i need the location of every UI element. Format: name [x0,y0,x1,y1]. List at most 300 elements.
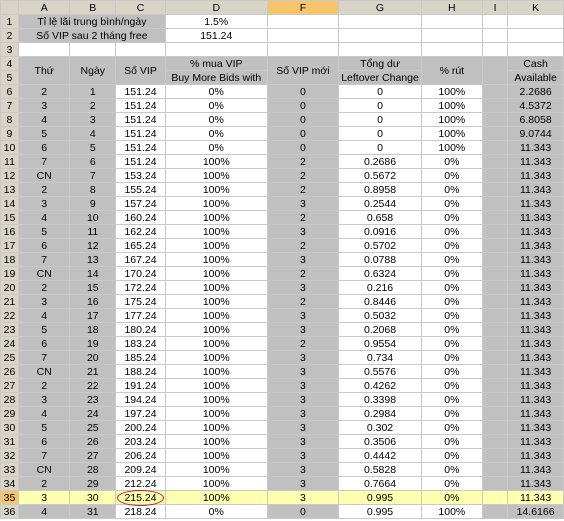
cell-thu[interactable]: 4 [18,113,69,127]
cell-tong-du[interactable]: 0.3506 [339,435,422,449]
cell-ngay[interactable]: 9 [70,197,116,211]
cell-empty[interactable] [482,407,507,421]
cell-pct-rut[interactable]: 100% [421,99,482,113]
cell-cash[interactable]: 14.6166 [508,505,564,519]
cell-empty[interactable] [482,225,507,239]
cell-ngay[interactable]: 7 [70,169,116,183]
cell-thu[interactable]: 6 [18,239,69,253]
cell-pct-rut[interactable]: 100% [421,113,482,127]
cell-so-vip-moi[interactable]: 3 [267,197,339,211]
cell-tong-du[interactable]: 0.5672 [339,169,422,183]
header-ngay[interactable]: Ngày [70,57,116,85]
cell-tong-du[interactable]: 0.734 [339,351,422,365]
cell-ngay[interactable]: 31 [70,505,116,519]
cell-tong-du[interactable]: 0.2686 [339,155,422,169]
row-header[interactable]: 24 [1,337,19,351]
cell-so-vip-moi[interactable]: 2 [267,183,339,197]
cell-so-vip[interactable]: 209.24 [116,463,166,477]
cell-so-vip[interactable]: 151.24 [116,85,166,99]
header-buy-more-bids[interactable]: Buy More Bids with [165,71,267,85]
cell-cash[interactable]: 11.343 [508,211,564,225]
cell-so-vip[interactable]: 170.24 [116,267,166,281]
cell-ngay[interactable]: 18 [70,323,116,337]
cell-pct-mua[interactable]: 100% [165,393,267,407]
cell-so-vip[interactable]: 155.24 [116,183,166,197]
info-label[interactable]: Tỉ lệ lãi trung bình/ngày [18,15,165,29]
cell-pct-mua[interactable]: 100% [165,211,267,225]
cell-ngay[interactable]: 6 [70,155,116,169]
cell-so-vip-moi[interactable]: 0 [267,141,339,155]
cell-ngay[interactable]: 11 [70,225,116,239]
cell-ngay[interactable]: 13 [70,253,116,267]
cell-pct-mua[interactable]: 100% [165,267,267,281]
cell-thu[interactable]: 6 [18,435,69,449]
cell-so-vip-moi[interactable]: 2 [267,295,339,309]
cell-tong-du[interactable]: 0.4442 [339,449,422,463]
cell-thu[interactable]: 7 [18,351,69,365]
row-header[interactable]: 7 [1,99,19,113]
cell-empty[interactable] [482,435,507,449]
cell-thu[interactable]: CN [18,267,69,281]
cell[interactable] [508,15,564,29]
cell-empty[interactable] [482,309,507,323]
cell-thu[interactable]: CN [18,463,69,477]
cell-tong-du[interactable]: 0 [339,127,422,141]
cell-pct-rut[interactable]: 0% [421,379,482,393]
cell-pct-mua[interactable]: 100% [165,491,267,505]
cell[interactable] [421,29,482,43]
row-header[interactable]: 33 [1,463,19,477]
cell[interactable] [267,29,339,43]
cell-empty[interactable] [482,267,507,281]
cell-thu[interactable]: CN [18,169,69,183]
cell-pct-rut[interactable]: 0% [421,211,482,225]
cell-tong-du[interactable]: 0.2068 [339,323,422,337]
cell-pct-rut[interactable]: 0% [421,309,482,323]
cell-pct-mua[interactable]: 100% [165,169,267,183]
cell-so-vip-moi[interactable]: 3 [267,365,339,379]
cell-empty[interactable] [482,491,507,505]
cell-thu[interactable]: 5 [18,421,69,435]
cell-ngay[interactable]: 19 [70,337,116,351]
cell-thu[interactable]: 5 [18,127,69,141]
cell-so-vip-moi[interactable]: 3 [267,491,339,505]
cell-pct-mua[interactable]: 100% [165,421,267,435]
cell-cash[interactable]: 11.343 [508,155,564,169]
cell-so-vip[interactable]: 197.24 [116,407,166,421]
cell[interactable] [70,43,116,57]
cell-ngay[interactable]: 10 [70,211,116,225]
cell-so-vip-moi[interactable]: 3 [267,281,339,295]
cell-thu[interactable]: 7 [18,155,69,169]
info-value[interactable]: 151.24 [165,29,267,43]
cell-empty[interactable] [482,393,507,407]
cell-so-vip-moi[interactable]: 2 [267,211,339,225]
header-empty[interactable] [482,57,507,85]
cell-so-vip[interactable]: 215.24 [116,491,166,505]
cell-ngay[interactable]: 14 [70,267,116,281]
cell-pct-rut[interactable]: 0% [421,239,482,253]
cell-ngay[interactable]: 24 [70,407,116,421]
cell-empty[interactable] [482,253,507,267]
column-header-f[interactable]: F [267,1,339,15]
cell-thu[interactable]: 3 [18,393,69,407]
cell[interactable] [482,15,507,29]
cell-cash[interactable]: 11.343 [508,463,564,477]
cell[interactable] [421,15,482,29]
row-header[interactable]: 35 [1,491,19,505]
cell-so-vip[interactable]: 172.24 [116,281,166,295]
cell-thu[interactable]: 7 [18,449,69,463]
cell[interactable] [482,43,507,57]
cell-tong-du[interactable]: 0.302 [339,421,422,435]
cell-pct-mua[interactable]: 100% [165,351,267,365]
cell-so-vip[interactable]: 151.24 [116,141,166,155]
cell-so-vip-moi[interactable]: 3 [267,477,339,491]
cell-tong-du[interactable]: 0.5032 [339,309,422,323]
row-header[interactable]: 3 [1,43,19,57]
row-header[interactable]: 19 [1,267,19,281]
cell-empty[interactable] [482,183,507,197]
row-header[interactable]: 15 [1,211,19,225]
cell-tong-du[interactable]: 0 [339,99,422,113]
cell-cash[interactable]: 11.343 [508,309,564,323]
cell-pct-mua[interactable]: 100% [165,155,267,169]
cell-tong-du[interactable]: 0 [339,85,422,99]
cell-cash[interactable]: 6.8058 [508,113,564,127]
cell-so-vip-moi[interactable]: 0 [267,127,339,141]
cell-cash[interactable]: 11.343 [508,239,564,253]
cell-ngay[interactable]: 20 [70,351,116,365]
cell-pct-rut[interactable]: 0% [421,337,482,351]
cell-cash[interactable]: 11.343 [508,393,564,407]
row-header[interactable]: 1 [1,15,19,29]
row-header[interactable]: 23 [1,323,19,337]
cell-pct-rut[interactable]: 0% [421,449,482,463]
cell-cash[interactable]: 11.343 [508,197,564,211]
cell-so-vip[interactable]: 200.24 [116,421,166,435]
cell-ngay[interactable]: 1 [70,85,116,99]
cell-thu[interactable]: CN [18,365,69,379]
cell-thu[interactable]: 3 [18,99,69,113]
cell-ngay[interactable]: 4 [70,127,116,141]
header-cash[interactable]: Cash [508,57,564,71]
cell-pct-rut[interactable]: 100% [421,85,482,99]
cell-ngay[interactable]: 22 [70,379,116,393]
header-pct-rut[interactable]: % rút [421,57,482,85]
cell-thu[interactable]: 2 [18,477,69,491]
cell-tong-du[interactable]: 0.216 [339,281,422,295]
cell-ngay[interactable]: 5 [70,141,116,155]
cell-pct-rut[interactable]: 100% [421,127,482,141]
row-header[interactable]: 2 [1,29,19,43]
column-header-d[interactable]: D [165,1,267,15]
header-thu[interactable]: Thứ [18,57,69,85]
cell[interactable] [339,29,422,43]
row-header[interactable]: 32 [1,449,19,463]
cell-tong-du[interactable]: 0 [339,113,422,127]
cell-empty[interactable] [482,337,507,351]
row-header[interactable]: 18 [1,253,19,267]
cell[interactable] [18,43,69,57]
cell-ngay[interactable]: 25 [70,421,116,435]
cell-tong-du[interactable]: 0.658 [339,211,422,225]
cell-cash[interactable]: 11.343 [508,435,564,449]
cell-empty[interactable] [482,113,507,127]
cell-empty[interactable] [482,449,507,463]
cell-thu[interactable]: 3 [18,197,69,211]
cell-pct-rut[interactable]: 0% [421,421,482,435]
info-label[interactable]: Số VIP sau 2 tháng free [18,29,165,43]
cell[interactable] [116,43,166,57]
cell-pct-mua[interactable]: 0% [165,99,267,113]
row-header[interactable]: 28 [1,393,19,407]
cell-so-vip[interactable]: 206.24 [116,449,166,463]
cell-tong-du[interactable]: 0.7664 [339,477,422,491]
cell-so-vip-moi[interactable]: 3 [267,435,339,449]
cell[interactable] [267,15,339,29]
cell[interactable] [165,43,267,57]
cell-empty[interactable] [482,155,507,169]
cell-thu[interactable]: 2 [18,281,69,295]
cell-cash[interactable]: 11.343 [508,337,564,351]
cell-pct-mua[interactable]: 100% [165,477,267,491]
cell-cash[interactable]: 11.343 [508,281,564,295]
cell-empty[interactable] [482,505,507,519]
cell-pct-rut[interactable]: 0% [421,323,482,337]
cell-tong-du[interactable]: 0.6324 [339,267,422,281]
cell-so-vip-moi[interactable]: 3 [267,253,339,267]
cell-cash[interactable]: 11.343 [508,295,564,309]
row-header[interactable]: 4 [1,57,19,71]
cell-pct-rut[interactable]: 0% [421,435,482,449]
cell-pct-rut[interactable]: 0% [421,169,482,183]
row-header[interactable]: 16 [1,225,19,239]
cell-empty[interactable] [482,295,507,309]
cell-tong-du[interactable]: 0.5702 [339,239,422,253]
cell-ngay[interactable]: 21 [70,365,116,379]
cell-pct-rut[interactable]: 0% [421,407,482,421]
cell-ngay[interactable]: 23 [70,393,116,407]
cell-so-vip-moi[interactable]: 3 [267,407,339,421]
cell-pct-mua[interactable]: 0% [165,505,267,519]
cell-pct-rut[interactable]: 0% [421,351,482,365]
row-header[interactable]: 5 [1,71,19,85]
cell-cash[interactable]: 9.0744 [508,127,564,141]
row-header[interactable]: 22 [1,309,19,323]
cell-cash[interactable]: 11.343 [508,421,564,435]
cell-cash[interactable]: 11.343 [508,351,564,365]
cell-pct-mua[interactable]: 0% [165,141,267,155]
select-all-corner[interactable] [1,1,19,15]
cell-tong-du[interactable]: 0.2544 [339,197,422,211]
cell-ngay[interactable]: 15 [70,281,116,295]
cell-so-vip-moi[interactable]: 2 [267,155,339,169]
row-header[interactable]: 8 [1,113,19,127]
row-header[interactable]: 12 [1,169,19,183]
cell-so-vip-moi[interactable]: 0 [267,99,339,113]
cell[interactable] [267,43,339,57]
cell-thu[interactable]: 4 [18,211,69,225]
cell-pct-rut[interactable]: 0% [421,365,482,379]
row-header[interactable]: 10 [1,141,19,155]
column-header-b[interactable]: B [70,1,116,15]
cell-tong-du[interactable]: 0.3398 [339,393,422,407]
cell-pct-mua[interactable]: 100% [165,225,267,239]
cell[interactable] [339,43,422,57]
cell-so-vip-moi[interactable]: 2 [267,239,339,253]
cell-so-vip[interactable]: 151.24 [116,127,166,141]
cell-so-vip[interactable]: 183.24 [116,337,166,351]
cell-tong-du[interactable]: 0.8958 [339,183,422,197]
header-so-vip-moi[interactable]: Số VIP mới [267,57,339,85]
cell-tong-du[interactable]: 0.2984 [339,407,422,421]
cell-empty[interactable] [482,477,507,491]
cell-cash[interactable]: 11.343 [508,449,564,463]
cell-thu[interactable]: 5 [18,225,69,239]
cell-tong-du[interactable]: 0.5576 [339,365,422,379]
cell-so-vip[interactable]: 177.24 [116,309,166,323]
cell-so-vip[interactable]: 151.24 [116,155,166,169]
cell-tong-du[interactable]: 0.4262 [339,379,422,393]
cell-empty[interactable] [482,351,507,365]
cell-pct-mua[interactable]: 100% [165,323,267,337]
cell-pct-mua[interactable]: 100% [165,365,267,379]
cell-so-vip[interactable]: 160.24 [116,211,166,225]
cell-thu[interactable]: 4 [18,309,69,323]
cell-pct-mua[interactable]: 0% [165,113,267,127]
cell-pct-mua[interactable]: 100% [165,239,267,253]
cell-empty[interactable] [482,169,507,183]
cell-thu[interactable]: 4 [18,407,69,421]
cell-ngay[interactable]: 29 [70,477,116,491]
row-header[interactable]: 17 [1,239,19,253]
cell[interactable] [508,29,564,43]
cell-so-vip[interactable]: 185.24 [116,351,166,365]
cell-empty[interactable] [482,99,507,113]
cell-cash[interactable]: 11.343 [508,183,564,197]
row-header[interactable]: 34 [1,477,19,491]
cell-so-vip-moi[interactable]: 2 [267,337,339,351]
cell-empty[interactable] [482,211,507,225]
cell-pct-mua[interactable]: 100% [165,449,267,463]
cell-so-vip-moi[interactable]: 3 [267,393,339,407]
cell-cash[interactable]: 11.343 [508,407,564,421]
row-header[interactable]: 36 [1,505,19,519]
cell-pct-mua[interactable]: 100% [165,197,267,211]
cell-cash[interactable]: 2.2686 [508,85,564,99]
cell-so-vip-moi[interactable]: 3 [267,309,339,323]
cell-pct-rut[interactable]: 0% [421,477,482,491]
header-pct-mua-vip[interactable]: % mua VIP [165,57,267,71]
cell-ngay[interactable]: 8 [70,183,116,197]
cell-empty[interactable] [482,197,507,211]
cell-pct-mua[interactable]: 100% [165,309,267,323]
row-header[interactable]: 29 [1,407,19,421]
row-header[interactable]: 25 [1,351,19,365]
cell-ngay[interactable]: 26 [70,435,116,449]
cell-thu[interactable]: 4 [18,505,69,519]
cell-pct-mua[interactable]: 100% [165,463,267,477]
cell-pct-rut[interactable]: 0% [421,295,482,309]
cell[interactable] [339,15,422,29]
row-header[interactable]: 27 [1,379,19,393]
cell-so-vip[interactable]: 212.24 [116,477,166,491]
cell-ngay[interactable]: 12 [70,239,116,253]
cell-pct-rut[interactable]: 0% [421,225,482,239]
cell-empty[interactable] [482,421,507,435]
cell-tong-du[interactable]: 0.5828 [339,463,422,477]
cell-so-vip[interactable]: 165.24 [116,239,166,253]
cell-empty[interactable] [482,379,507,393]
cell-so-vip-moi[interactable]: 2 [267,267,339,281]
cell-so-vip[interactable]: 151.24 [116,99,166,113]
cell-thu[interactable]: 6 [18,337,69,351]
cell-thu[interactable]: 2 [18,379,69,393]
cell-pct-rut[interactable]: 0% [421,281,482,295]
cell-ngay[interactable]: 2 [70,99,116,113]
cell-so-vip[interactable]: 191.24 [116,379,166,393]
cell-empty[interactable] [482,141,507,155]
cell-pct-rut[interactable]: 0% [421,491,482,505]
cell-empty[interactable] [482,365,507,379]
cell-so-vip[interactable]: 153.24 [116,169,166,183]
column-header-c[interactable]: C [116,1,166,15]
cell-cash[interactable]: 11.343 [508,253,564,267]
cell-so-vip[interactable]: 218.24 [116,505,166,519]
cell[interactable] [421,43,482,57]
cell-so-vip-moi[interactable]: 3 [267,351,339,365]
cell-so-vip-moi[interactable]: 0 [267,113,339,127]
cell-pct-rut[interactable]: 100% [421,141,482,155]
cell-ngay[interactable]: 27 [70,449,116,463]
cell-so-vip[interactable]: 167.24 [116,253,166,267]
cell-pct-rut[interactable]: 0% [421,267,482,281]
cell-thu[interactable]: 3 [18,491,69,505]
cell-cash[interactable]: 11.343 [508,141,564,155]
cell-so-vip[interactable]: 188.24 [116,365,166,379]
header-available[interactable]: Available [508,71,564,85]
column-header-g[interactable]: G [339,1,422,15]
cell-tong-du[interactable]: 0.8446 [339,295,422,309]
cell-so-vip[interactable]: 162.24 [116,225,166,239]
header-so-vip[interactable]: Số VIP [116,57,166,85]
cell-empty[interactable] [482,463,507,477]
cell-so-vip-moi[interactable]: 3 [267,379,339,393]
row-header[interactable]: 30 [1,421,19,435]
cell-so-vip-moi[interactable]: 3 [267,463,339,477]
cell-so-vip[interactable]: 203.24 [116,435,166,449]
row-header[interactable]: 21 [1,295,19,309]
cell-pct-rut[interactable]: 0% [421,155,482,169]
cell-empty[interactable] [482,281,507,295]
header-tong-du[interactable]: Tổng dư [339,57,422,71]
cell-pct-rut[interactable]: 0% [421,463,482,477]
cell-pct-rut[interactable]: 0% [421,253,482,267]
row-header[interactable]: 14 [1,197,19,211]
cell-empty[interactable] [482,127,507,141]
cell-pct-rut[interactable]: 100% [421,505,482,519]
row-header[interactable]: 6 [1,85,19,99]
cell-cash[interactable]: 11.343 [508,477,564,491]
row-header[interactable]: 26 [1,365,19,379]
cell-tong-du[interactable]: 0.0916 [339,225,422,239]
cell-pct-mua[interactable]: 100% [165,295,267,309]
cell-so-vip[interactable]: 175.24 [116,295,166,309]
cell-tong-du[interactable]: 0.995 [339,491,422,505]
cell-pct-mua[interactable]: 100% [165,379,267,393]
row-header[interactable]: 9 [1,127,19,141]
